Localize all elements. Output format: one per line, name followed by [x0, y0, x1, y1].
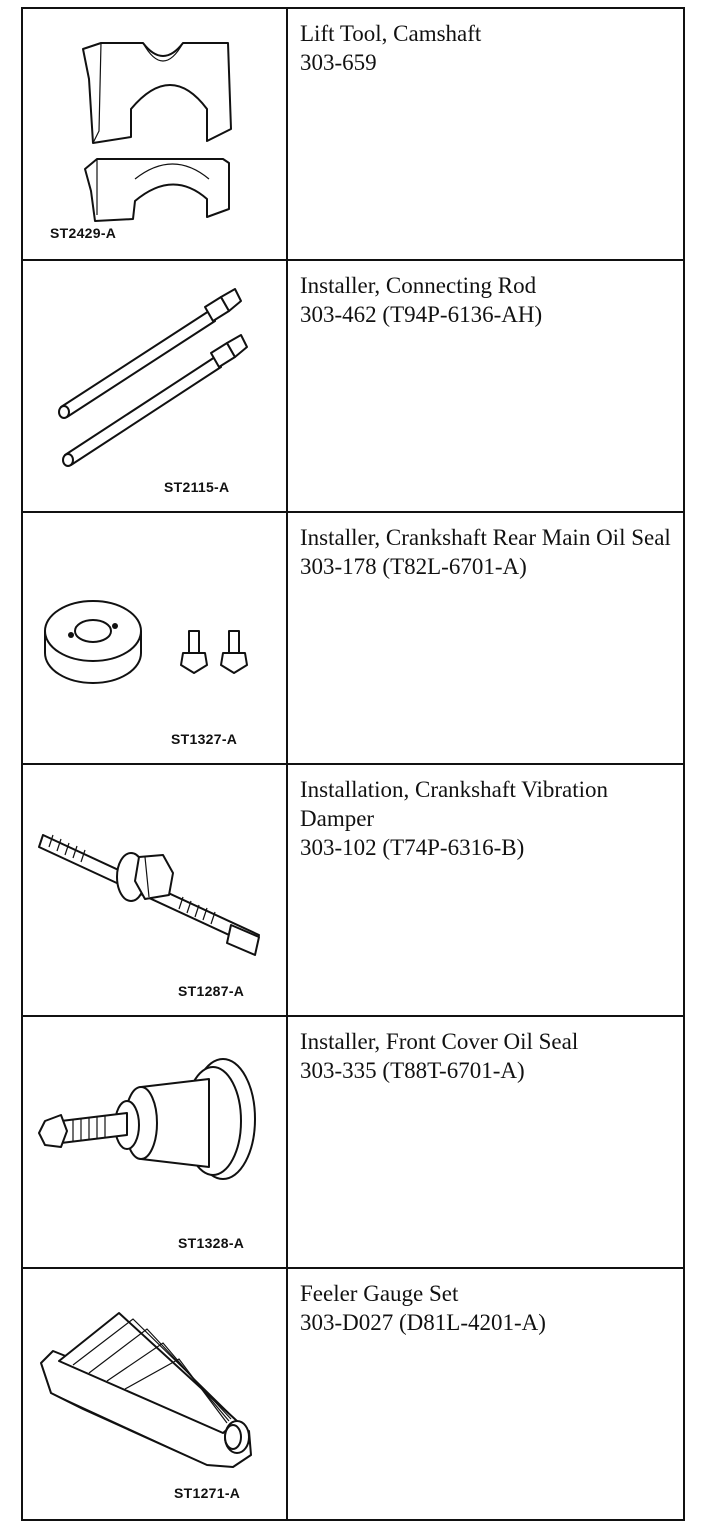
tool-description [288, 513, 683, 763]
tool-row [23, 765, 683, 1017]
illustration-code: ST1327-A [171, 731, 238, 747]
tool-number: 303-335 (T88T-6701-A) [300, 1058, 525, 1083]
tool-name: Installation, Crankshaft Vibration Damper [300, 777, 608, 831]
tool-number: 303-659 [300, 50, 377, 75]
special-tools-table [21, 7, 685, 1521]
tool-name: Feeler Gauge Set [300, 1281, 459, 1306]
tool-row [23, 1269, 683, 1519]
tool-image-cell [23, 1017, 288, 1267]
tool-description [288, 765, 683, 1015]
tool-image-cell [23, 765, 288, 1015]
tool-row [23, 261, 683, 513]
illustration-code: ST1328-A [178, 1235, 245, 1251]
illustration-code: ST2115-A [164, 479, 230, 495]
tool-description [288, 9, 683, 259]
tool-description [288, 1017, 683, 1267]
illustration-code: ST2429-A [50, 225, 117, 241]
illustration-code: ST1271-A [174, 1485, 241, 1501]
tool-number: 303-D027 (D81L-4201-A) [300, 1310, 546, 1335]
tool-row [23, 9, 683, 261]
connecting-rod-installer-illustration [23, 261, 286, 511]
tool-name: Installer, Connecting Rod [300, 273, 537, 298]
tool-image-cell [23, 9, 288, 259]
tool-number: 303-462 (T94P-6136-AH) [300, 302, 543, 327]
vibration-damper-installer-illustration [23, 765, 286, 1015]
tool-description [288, 261, 683, 511]
tool-name: Installer, Crankshaft Rear Main Oil Seal [300, 525, 671, 550]
camshaft-lift-tool-illustration [23, 9, 286, 259]
tool-image-cell [23, 513, 288, 763]
illustration-code: ST1287-A [178, 983, 245, 999]
tool-image-cell [23, 261, 288, 511]
front-cover-seal-installer-illustration [23, 1017, 286, 1267]
tool-number: 303-178 (T82L-6701-A) [300, 554, 527, 579]
tool-row [23, 1017, 683, 1269]
tool-row [23, 513, 683, 765]
tool-image-cell [23, 1269, 288, 1519]
feeler-gauge-set-illustration [23, 1269, 286, 1519]
tool-number: 303-102 (T74P-6316-B) [300, 835, 525, 860]
rear-main-seal-installer-illustration [23, 513, 286, 763]
tool-name: Installer, Front Cover Oil Seal [300, 1029, 579, 1054]
tool-description [288, 1269, 683, 1519]
tool-name: Lift Tool, Camshaft [300, 21, 482, 46]
